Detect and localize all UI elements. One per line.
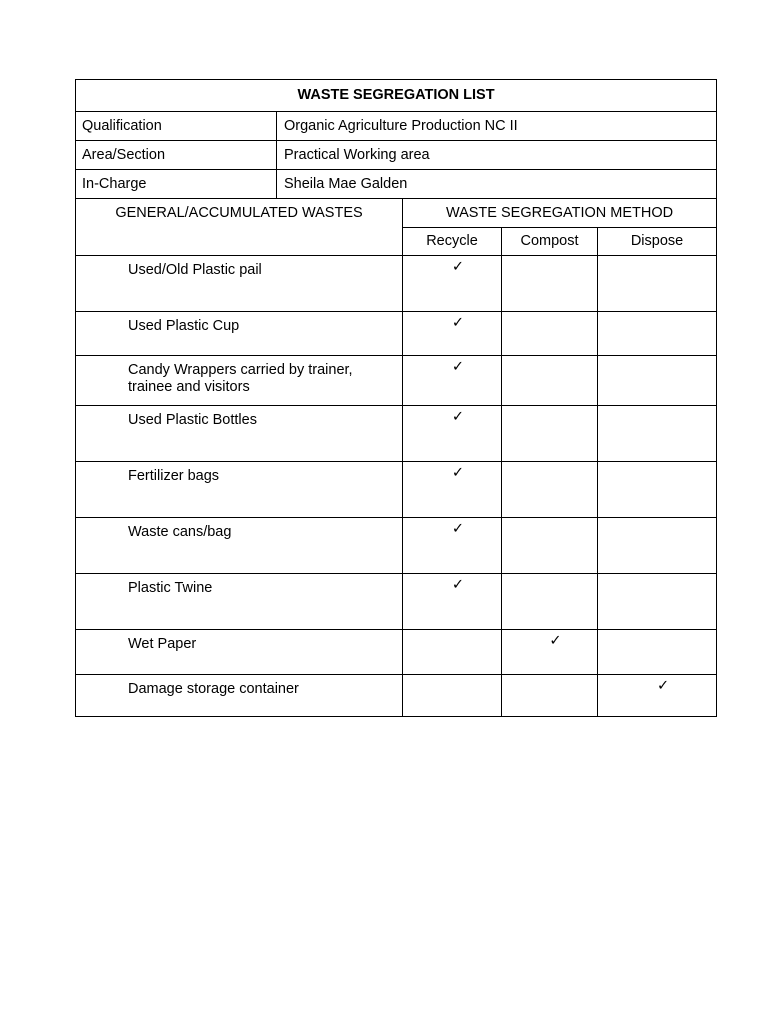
dispose-cell (598, 630, 717, 675)
checkmark-icon: ✓ (451, 521, 465, 537)
checkmark-icon: ✓ (549, 633, 562, 649)
method-header: WASTE SEGREGATION METHOD (403, 199, 717, 228)
dispose-cell (598, 406, 717, 462)
table-row (76, 518, 717, 574)
checkmark-icon: ✓ (451, 259, 465, 275)
dispose-cell (598, 356, 717, 406)
waste-segregation-table (75, 79, 717, 717)
dispose-cell (598, 574, 717, 630)
table-row (76, 630, 717, 675)
recycle-header: Recycle (403, 228, 502, 256)
qualification-value: Organic Agriculture Production NC II (277, 112, 717, 141)
recycle-cell (403, 675, 502, 717)
recycle-cell (403, 630, 502, 675)
table-row (76, 462, 717, 518)
compost-cell (502, 518, 598, 574)
table-row (76, 675, 717, 717)
waste-item-name: Plastic Twine (76, 574, 403, 630)
document-title: WASTE SEGREGATION LIST (76, 80, 717, 112)
compost-cell (502, 356, 598, 406)
header-row-method (76, 199, 717, 228)
waste-item-name: Candy Wrappers carried by trainer, trainee and visitors (76, 356, 403, 406)
info-row-qualification (76, 112, 717, 141)
checkmark-icon: ✓ (451, 359, 465, 375)
checkmark-icon: ✓ (451, 409, 465, 425)
dispose-cell (598, 462, 717, 518)
checkmark-icon: ✓ (451, 577, 465, 593)
compost-cell (502, 406, 598, 462)
recycle-cell (403, 356, 502, 406)
dispose-header: Dispose (598, 228, 717, 256)
waste-item-name: Fertilizer bags (76, 462, 403, 518)
checkmark-icon: ✓ (451, 315, 465, 331)
table-row (76, 356, 717, 406)
in-charge-label: In-Charge (76, 170, 277, 199)
dispose-cell (598, 675, 717, 717)
table-row (76, 256, 717, 312)
checkmark-icon: ✓ (656, 678, 670, 694)
checkmark-icon: ✓ (451, 465, 465, 481)
dispose-cell (598, 518, 717, 574)
waste-item-name: Used Plastic Bottles (76, 406, 403, 462)
compost-cell (502, 256, 598, 312)
in-charge-value: Sheila Mae Galden (277, 170, 717, 199)
compost-cell (502, 574, 598, 630)
waste-item-name: Waste cans/bag (76, 518, 403, 574)
table-row (76, 312, 717, 356)
dispose-cell (598, 312, 717, 356)
waste-item-name: Damage storage container (76, 675, 403, 717)
recycle-cell (403, 406, 502, 462)
dispose-cell (598, 256, 717, 312)
table-row (76, 406, 717, 462)
qualification-label: Qualification (76, 112, 277, 141)
waste-item-name: Used/Old Plastic pail (76, 256, 403, 312)
table-row (76, 574, 717, 630)
compost-cell (502, 675, 598, 717)
compost-cell (502, 312, 598, 356)
recycle-cell (403, 462, 502, 518)
info-row-in-charge (76, 170, 717, 199)
compost-header: Compost (502, 228, 598, 256)
area-section-label: Area/Section (76, 141, 277, 170)
info-row-area (76, 141, 717, 170)
area-section-value: Practical Working area (277, 141, 717, 170)
recycle-cell (403, 256, 502, 312)
recycle-cell (403, 312, 502, 356)
waste-item-name: Used Plastic Cup (76, 312, 403, 356)
wastes-header: GENERAL/ACCUMULATED WASTES (76, 199, 403, 256)
compost-cell (502, 462, 598, 518)
recycle-cell (403, 518, 502, 574)
title-row (76, 80, 717, 112)
waste-item-name: Wet Paper (76, 630, 403, 675)
recycle-cell (403, 574, 502, 630)
compost-cell (502, 630, 598, 675)
